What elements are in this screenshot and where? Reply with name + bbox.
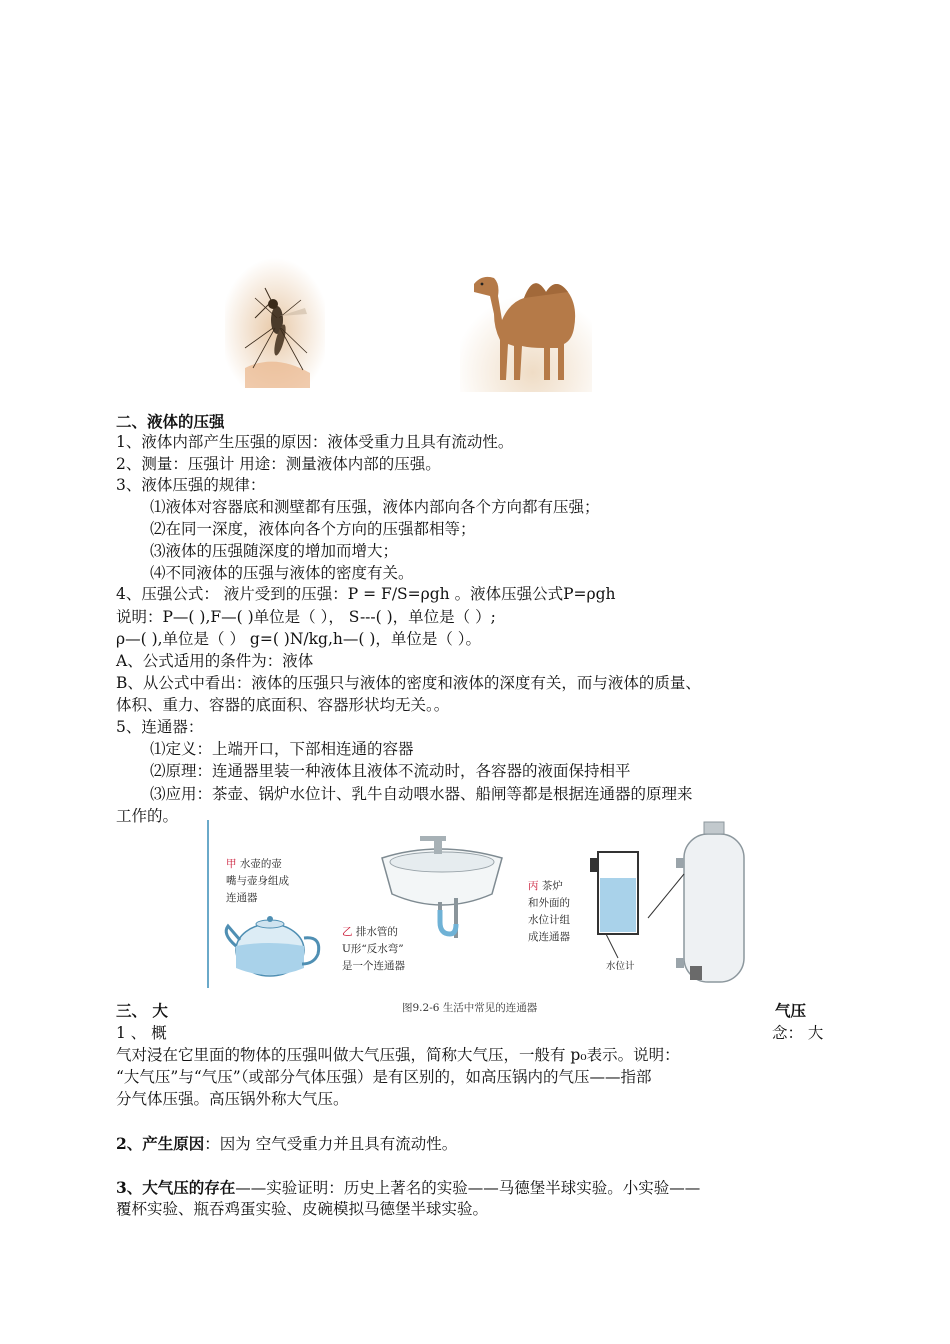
definition-line: 念： 大 — [772, 1024, 824, 1042]
definition-line: 分气体压强。高压锅外称大气压。 — [116, 1090, 349, 1108]
label-bing: 和外面的 — [528, 897, 570, 909]
cause-text: ：因为 空气受重力并且具有流动性。 — [204, 1135, 458, 1153]
label-yi-mark: 乙 — [342, 926, 353, 938]
label-bing-mark: 丙 — [528, 880, 539, 892]
section-3-title-right: 气压 — [775, 1001, 807, 1020]
existence-label: 3、大气压的存在 — [116, 1178, 236, 1197]
text-line: 5、连通器： — [116, 718, 204, 736]
text-line: 2、测量：压强计 用途：测量液体内部的压强。 — [116, 455, 441, 473]
cause-label: 2、产生原因 — [116, 1134, 205, 1153]
connector-item: ⑴定义：上端开口，下部相连通的容器 — [150, 740, 414, 758]
camel-image — [460, 262, 592, 392]
text-line: B、从公式中看出：液体的压强只与液体的密度和液体的深度有关，而与液体的质量、 — [116, 674, 701, 692]
label-bing: 成连通器 — [528, 931, 570, 943]
figure-caption: 图9.2-6 生活中常见的连通器 — [402, 1002, 538, 1014]
definition-line: 气对浸在它里面的物体的压强叫做大气压强，简称大气压，一般有 p₀表示。说明： — [116, 1046, 680, 1064]
label-water-gauge: 水位计 — [606, 961, 635, 972]
connector-item: ⑵原理：连通器里装一种液体且液体不流动时，各容器的液面保持相平 — [150, 762, 631, 780]
existence-text: ——实验证明：历史上著名的实验——马德堡半球实验。小实验—— — [235, 1179, 701, 1197]
label-yi: 排水管的 — [355, 926, 398, 938]
explanation-line: ρ—( ),单位是（ ） g=( )N/kg,h—( )，单位是（ ）。 — [116, 630, 482, 648]
cause-line — [116, 1133, 457, 1155]
section-2-title: 二、液体的压强 — [116, 412, 225, 431]
connected-vessels-figure — [206, 818, 766, 1018]
label-jia: 水壶的壶 — [239, 858, 282, 870]
definition-line: “大气压”与“气压”（或部分气体压强）是有区别的，如高压锅内的气压——指部 — [116, 1068, 652, 1086]
text-line: 1、液体内部产生压强的原因：液体受重力且具有流动性。 — [116, 433, 514, 451]
definition-line: 1 、 概 — [116, 1024, 167, 1042]
label-jia: 嘴与壶身组成 — [226, 875, 289, 887]
explanation-line: 说明：P—( ),F—( )单位是（ ）， S---( )，单位是（ ）; — [116, 608, 496, 626]
connector-item: ⑶应用：茶壶、锅炉水位计、乳牛自动喂水器、船闸等都是根据连通器的原理来 — [150, 785, 693, 803]
label-bing: 茶炉 — [541, 880, 563, 892]
text-line: A、公式适用的条件为：液体 — [116, 652, 314, 670]
existence-line-2: 覆杯实验、瓶吞鸡蛋实验、皮碗模拟马德堡半球实验。 — [116, 1200, 489, 1218]
label-yi: 是一个连通器 — [342, 960, 405, 972]
rule-item: ⑵在同一深度，液体向各个方向的压强都相等； — [150, 520, 476, 538]
section-3-title-left: 三、 大 — [116, 1001, 168, 1020]
existence-line — [116, 1177, 700, 1199]
label-jia: 连通器 — [226, 892, 258, 904]
mosquito-image — [225, 258, 325, 388]
rule-item: ⑷不同液体的压强与液体的密度有关。 — [150, 564, 414, 582]
label-bing: 水位计组 — [528, 914, 570, 926]
rule-item: ⑶液体的压强随深度的增加而增大； — [150, 542, 399, 560]
label-yi: U形“反水弯” — [342, 943, 404, 955]
text-line: 3、液体压强的规律： — [116, 476, 266, 494]
rule-item: ⑴液体对容器底和测壁都有压强，液体内部向各个方向都有压强； — [150, 498, 600, 516]
text-line: 工作的。 — [116, 807, 179, 825]
label-jia-mark: 甲 — [226, 858, 237, 870]
text-line: 体积、重力、容器的底面积、容器形状均无关。。 — [116, 696, 450, 714]
formula-line: 4、压强公式： 液片受到的压强：P = F/S=ρgh 。液体压强公式P=ρgh — [116, 585, 616, 603]
